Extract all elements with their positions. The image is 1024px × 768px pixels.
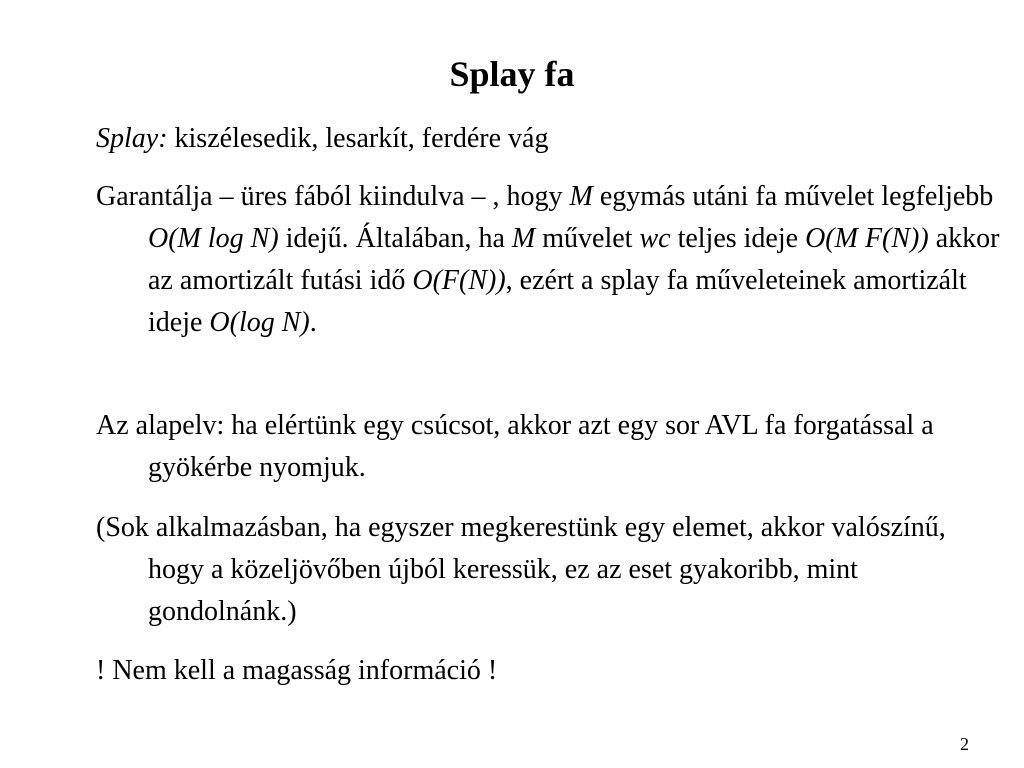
guarantee-text-6: akkor az amortizált futási idő [148,223,1000,296]
guarantee-bound-mfn: O(M F(N)) [805,223,929,254]
guarantee-text-5: teljes ideje [670,223,806,254]
splay-definition-text: kiszélesedik, lesarkít, ferdére vág [167,123,549,154]
splay-term: Splay: [96,123,168,154]
page-number: 2 [960,734,969,754]
guarantee-text-8: . [309,307,317,338]
guarantee-bound-mlogn: O(M log N) [148,223,279,254]
guarantee-wc: wc [639,223,671,254]
slide-title: Splay fa [449,54,575,94]
paragraph-guarantee [96,176,1008,344]
guarantee-var-m: M [569,181,593,212]
paragraph-principle: Az alapelv: ha elértünk egy csúcsot, akkor azt egy sor AVL fa forgatással a gyökérbe nyomjuk. [96,410,934,483]
guarantee-bound-logn: O(log N) [209,307,310,338]
guarantee-var-m-2: M [511,223,536,254]
guarantee-text-3: idejű. Általában, ha [278,223,512,254]
paragraph-note: ! Nem kell a magasság információ ! [96,655,498,686]
guarantee-text-2: egymás utáni fa művelet legfeljebb [592,181,994,212]
guarantee-text-4: művelet [535,223,640,254]
guarantee-bound-fn: O(F(N)) [412,265,506,296]
guarantee-text-1: Garantálja – üres fából kiindulva – , hogy [96,181,570,212]
paragraph-remark: (Sok alkalmazásban, ha egyszer megkerestünk egy elemet, akkor valószínű, hogy a közeljövőben újból keressük, ez az eset gyakoribb, mint gondolnánk.) [96,512,946,627]
guarantee-text-7: , ezért a splay fa műveleteinek amortizált ideje [148,265,967,338]
paragraph-splay-definition [96,118,1008,160]
